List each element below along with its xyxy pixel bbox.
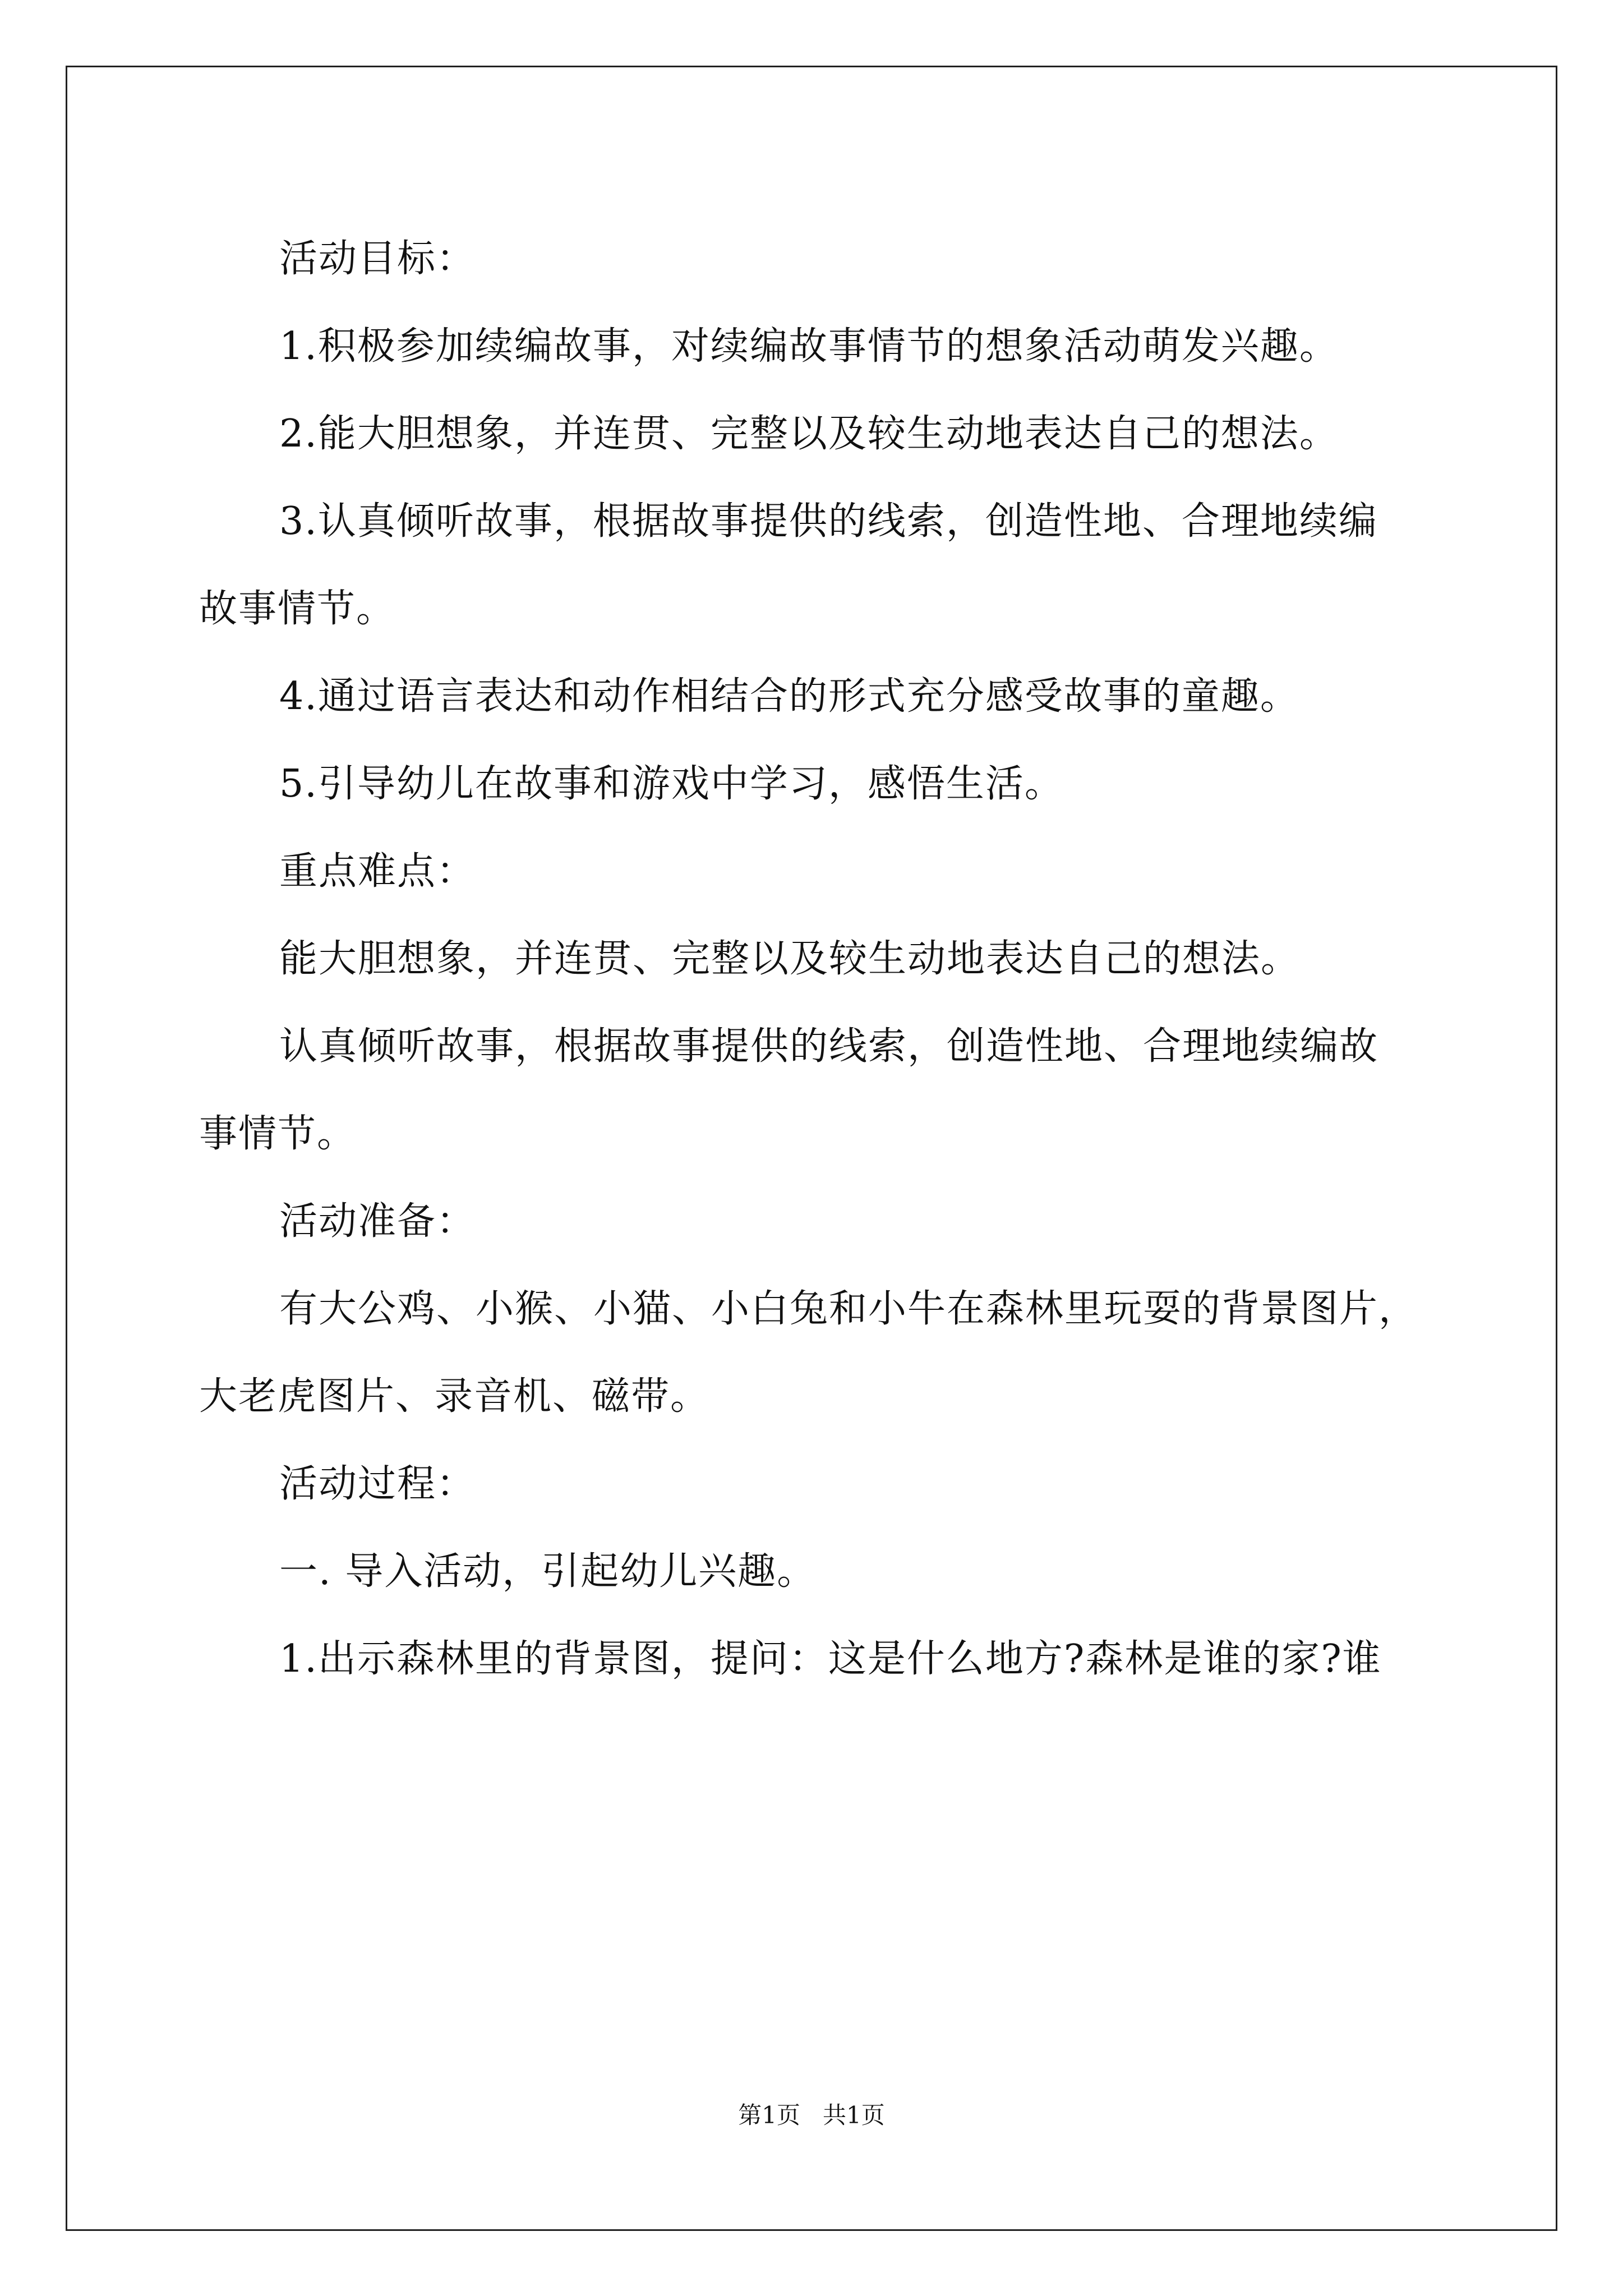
paragraph-key-point-2-line-1: 认真倾听故事，根据故事提供的线索，创造性地、合理地续编故 bbox=[279, 1024, 1379, 1069]
paragraph-process-step-1-1: 1.出示森林里的背景图，提问：这是什么地方?森林是谁的家?谁 bbox=[279, 1637, 1382, 1681]
paragraph-goal-1: 1.积极参加续编故事，对续编故事情节的想象活动萌发兴趣。 bbox=[279, 324, 1339, 369]
paragraph-key-point-1: 能大胆想象，并连贯、完整以及较生动地表达自己的想法。 bbox=[279, 937, 1301, 981]
paragraph-goal-5: 5.引导幼儿在故事和游戏中学习，感悟生活。 bbox=[279, 762, 1064, 806]
paragraph-goal-4: 4.通过语言表达和动作相结合的形式充分感受故事的童趣。 bbox=[279, 674, 1299, 719]
paragraph-key-points-heading: 重点难点： bbox=[279, 849, 476, 894]
paragraph-preparation-line-2: 大老虎图片、录音机、磁带。 bbox=[199, 1374, 710, 1419]
paragraph-key-point-2-line-2: 事情节。 bbox=[199, 1112, 357, 1156]
paragraph-goal-3-line-2: 故事情节。 bbox=[199, 587, 396, 631]
paragraph-preparation-heading: 活动准备： bbox=[279, 1199, 476, 1244]
page-number-footer: 第1页 共1页 bbox=[738, 2101, 885, 2129]
paragraph-preparation-line-1: 有大公鸡、小猴、小猫、小白兔和小牛在森林里玩耍的背景图片， bbox=[279, 1287, 1418, 1331]
paragraph-process-step-1: 一. 导入活动，引起幼儿兴趣。 bbox=[279, 1549, 817, 1594]
paragraph-goal-3-line-1: 3.认真倾听故事，根据故事提供的线索，创造性地、合理地续编 bbox=[279, 499, 1378, 544]
paragraph-activity-goals-heading: 活动目标： bbox=[279, 237, 476, 281]
document-body bbox=[199, 224, 1450, 1712]
paragraph-goal-2: 2.能大胆想象，并连贯、完整以及较生动地表达自己的想法。 bbox=[279, 412, 1339, 456]
paragraph-process-heading: 活动过程： bbox=[279, 1462, 476, 1506]
